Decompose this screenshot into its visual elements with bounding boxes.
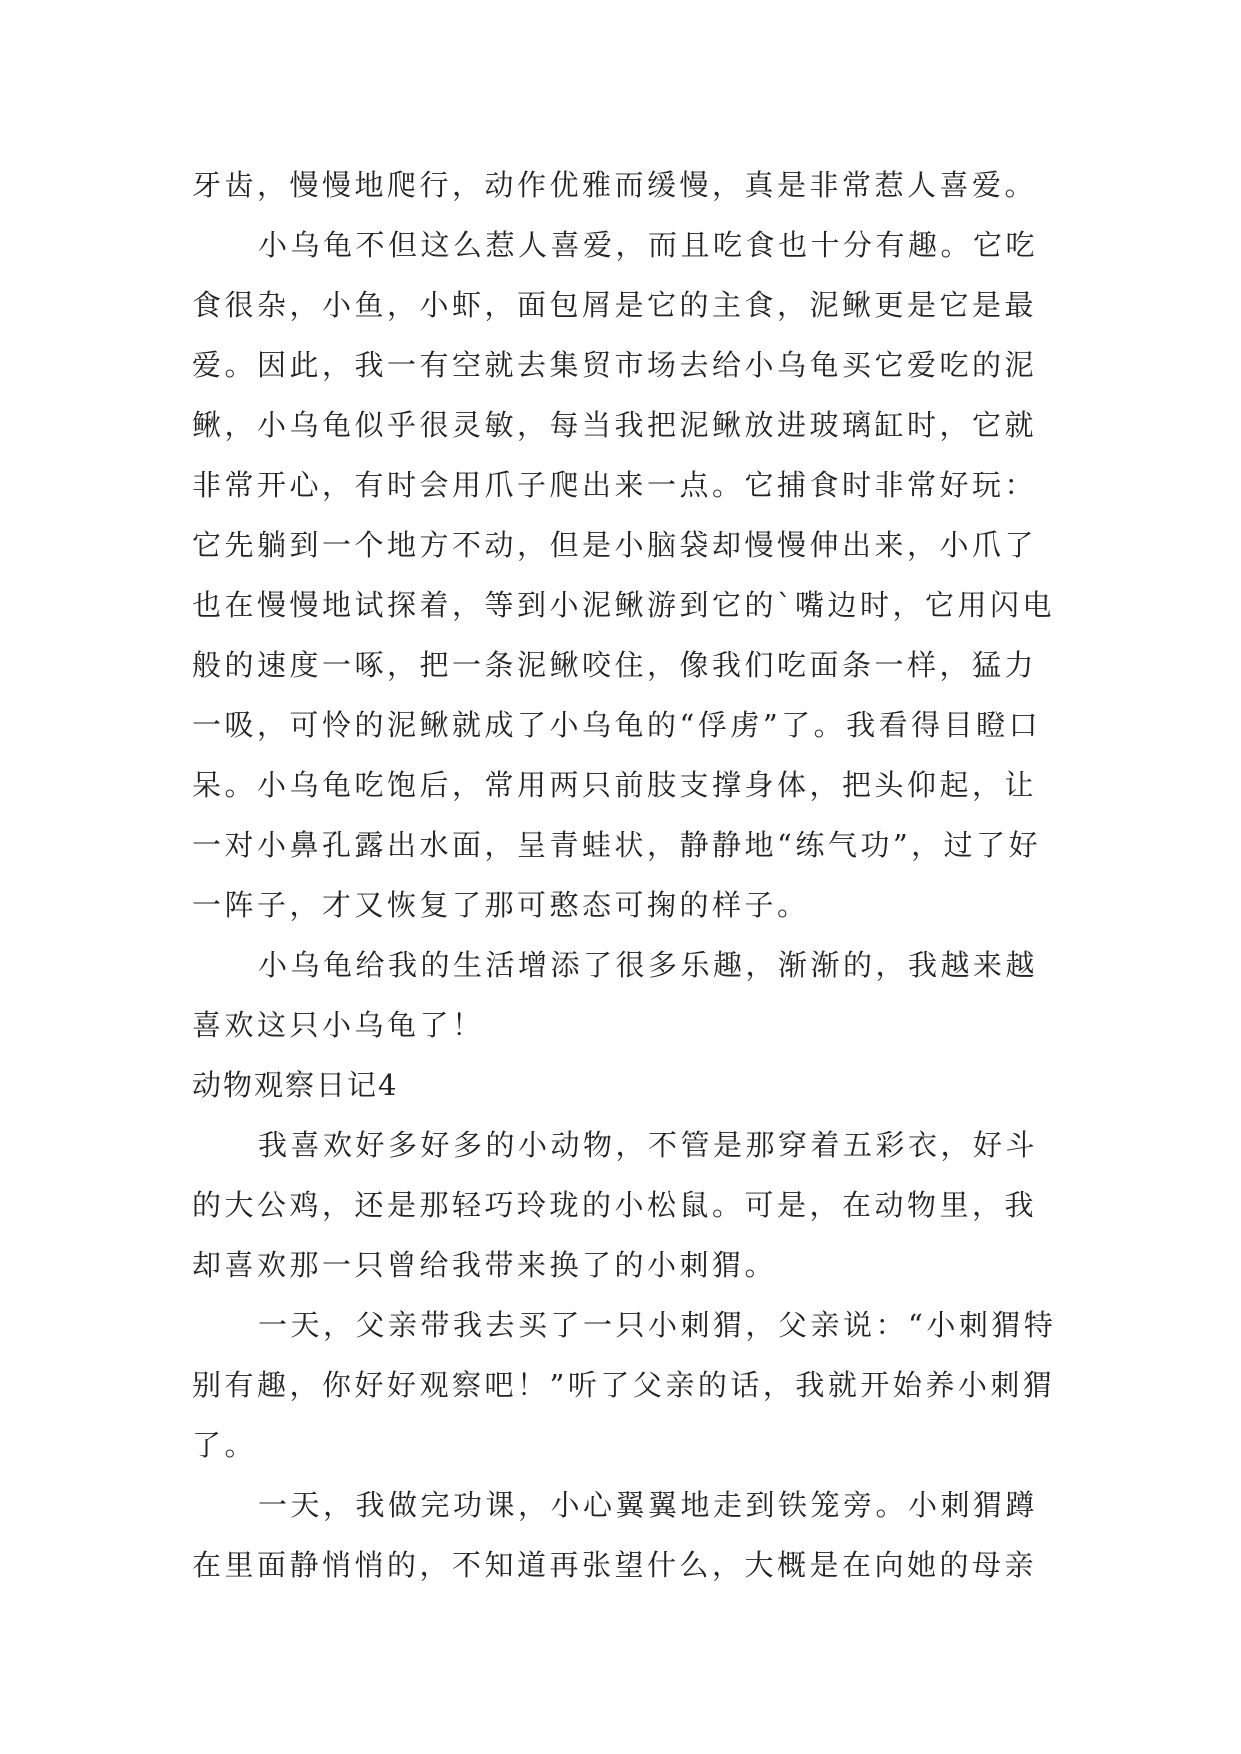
paragraph-continuation: 牙齿，慢慢地爬行，动作优雅而缓慢，真是非常惹人喜爱。	[192, 168, 1038, 202]
paragraph-hedgehog-intro: 我喜欢好多好多的小动物，不管是那穿着五彩衣，好斗的大公鸡，还是那轻巧玲珑的小松鼠。可是，在动物里，我却喜欢那一只曾给我带来换了的小刺猬。	[192, 1128, 1039, 1282]
paragraph-hedgehog-purchase: 一天，父亲带我去买了一只小刺猬，父亲说：“小刺猬特别有趣，你好好观察吧！”听了父亲的话，我就开始养小刺猬了。	[192, 1308, 1057, 1462]
paragraph-turtle-conclusion: 小乌龟给我的生活增添了很多乐趣，渐渐的，我越来越喜欢这只小乌龟了！	[192, 948, 1039, 1042]
paragraph-turtle-feeding: 小乌龟不但这么惹人喜爱，而且吃食也十分有趣。它吃食很杂，小鱼，小虾，面包屑是它的主食，泥鳅更是它是最爱。因此，我一有空就去集贸市场去给小乌龟买它爱吃的泥鳅，小乌龟似乎很灵敏，每当我把泥鳅放进玻璃缸时，它就非常开心，有时会用爪子爬出来一点。它捕食时非常好玩：它先躺到一个地方不动，但是小脑袋却慢慢伸出来，小爪了也在慢慢地试探着，等到小泥鳅游到它的`嘴边时，它用闪电般的速度一啄，把一条泥鳅咬住，像我们吃面条一样，猛力一吸，可怜的泥鳅就成了小乌龟的“俘虏”了。我看得目瞪口呆。小乌龟吃饱后，常用两只前肢支撑身体，把头仰起，让一对小鼻孔露出水面，呈青蛙状，静静地“练气功”，过了好一阵子，才又恢复了那可憨态可掬的样子。	[192, 228, 1056, 922]
paragraph-hedgehog-cage: 一天，我做完功课，小心翼翼地走到铁笼旁。小刺猬蹲在里面静悄悄的，不知道再张望什么，大概是在向她的母亲	[192, 1488, 1039, 1582]
document-body	[192, 155, 1062, 1595]
section-heading: 动物观察日记4	[192, 1068, 399, 1102]
